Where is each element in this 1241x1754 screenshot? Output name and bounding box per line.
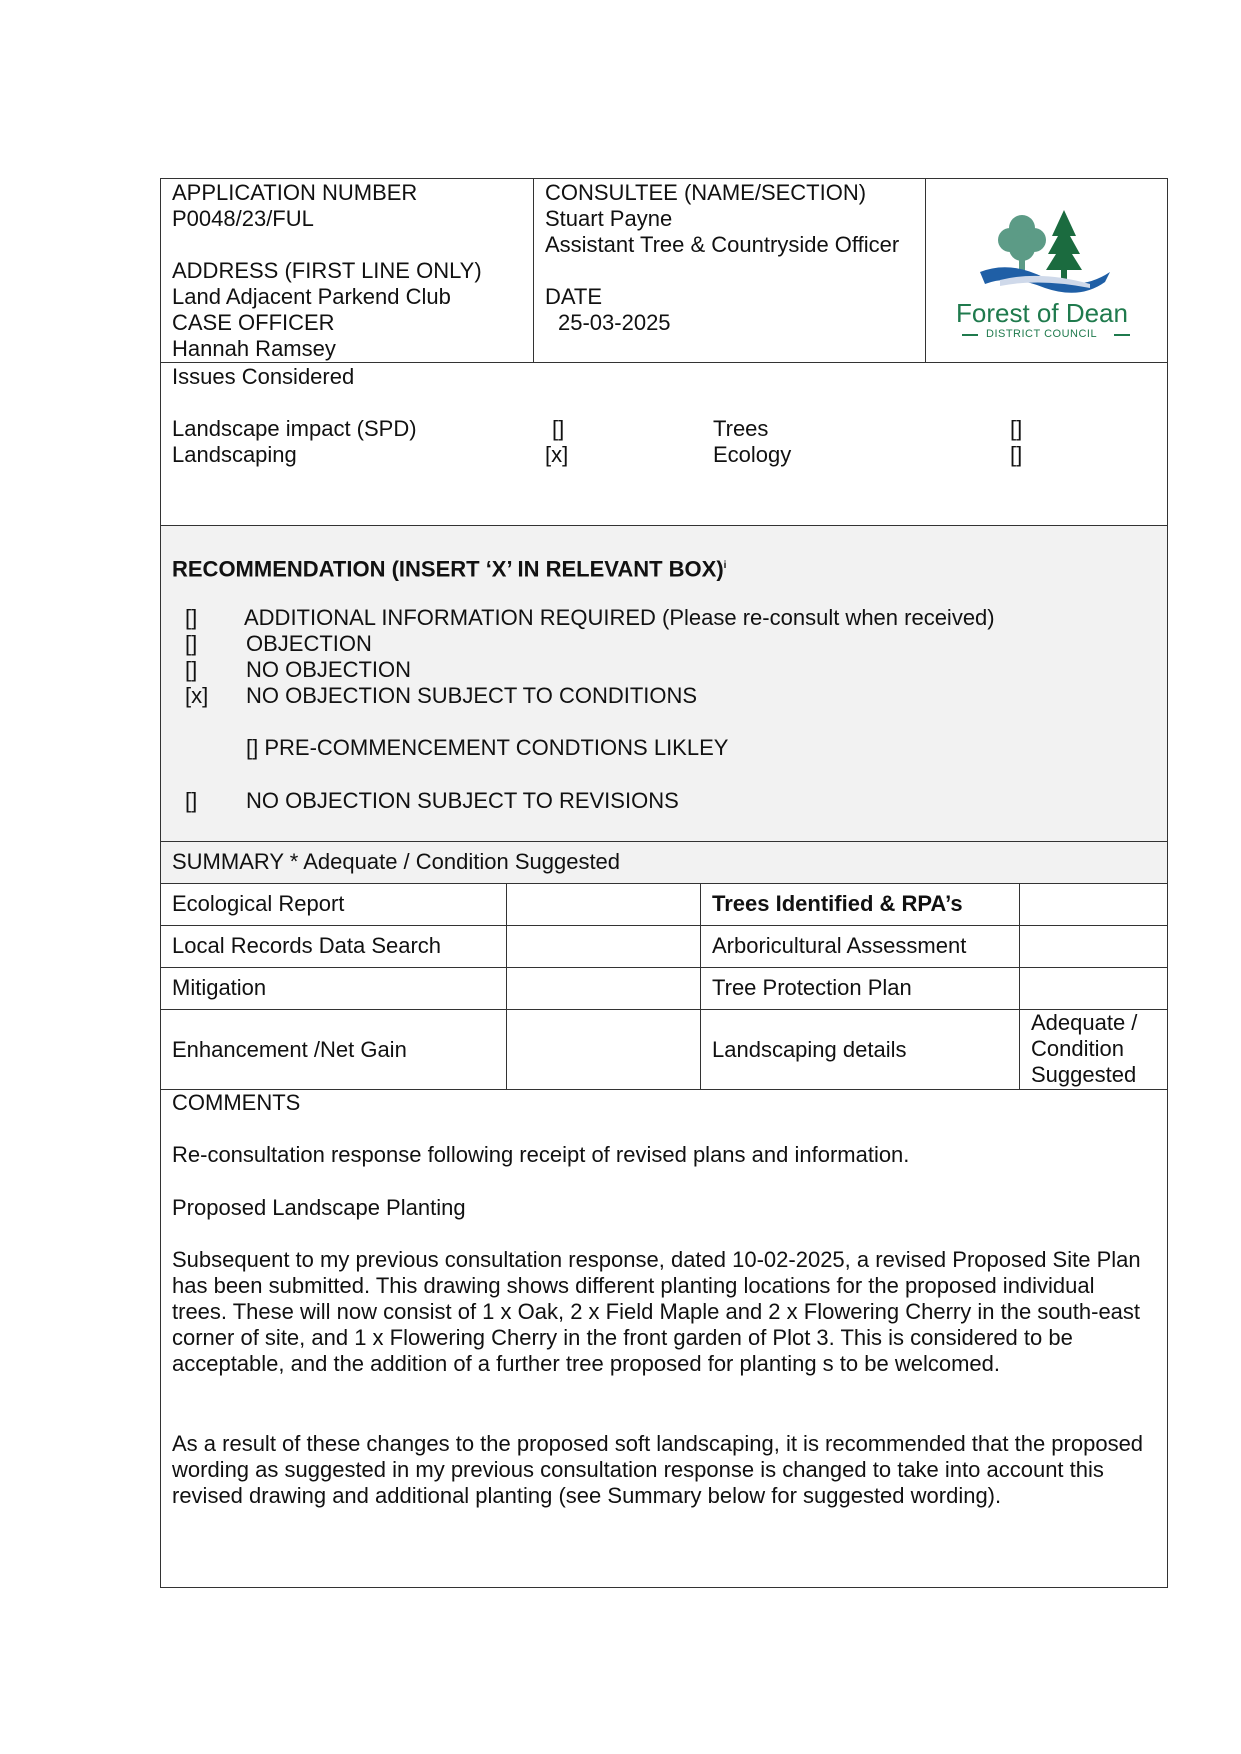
consultee-name: Stuart Payne — [545, 206, 673, 231]
option-pre-commencement[interactable]: [] PRE-COMMENCEMENT CONDTIONS LIKLEY — [246, 735, 729, 760]
header-divider-1 — [533, 178, 534, 362]
option-no-objection-checkbox[interactable]: [] — [185, 657, 198, 682]
summary-col-divider-2 — [700, 883, 701, 1089]
option-revisions-label: NO OBJECTION SUBJECT TO REVISIONS — [246, 788, 679, 813]
consultee-role: Assistant Tree & Countryside Officer — [545, 232, 900, 257]
table-border-top — [160, 178, 1168, 179]
issue-trees-checkbox[interactable]: [] — [1010, 416, 1023, 441]
case-officer-label: CASE OFFICER — [172, 310, 335, 335]
summary-row-rule-3 — [160, 1009, 1168, 1010]
summary-local-records: Local Records Data Search — [172, 933, 442, 958]
issue-landscaping-checkbox[interactable]: [x] — [545, 442, 569, 467]
summary-col-divider-1 — [506, 883, 507, 1089]
date-label: DATE — [545, 284, 603, 309]
recommendation-title-text: RECOMMENDATION (INSERT ‘X’ IN RELEVANT BOX) — [172, 556, 724, 582]
case-officer: Hannah Ramsey — [172, 336, 336, 361]
comments-paragraph-3: As a result of these changes to the proposed soft landscaping, it is recommended that the proposed wording as suggested in my previous consultation response is changed to take into account this revised drawing and additional planting (see Summary below for suggested wording). — [172, 1431, 1144, 1508]
issue-landscape-impact-checkbox[interactable]: [] — [552, 416, 565, 441]
header-divider-2 — [925, 178, 926, 362]
summary-trees-identified: Trees Identified & RPA’s — [712, 891, 963, 916]
logo-wordmark: Forest of Dean — [956, 298, 1128, 328]
comments-paragraph-1: Re-consultation response following receipt of revised plans and information. — [172, 1142, 910, 1167]
option-objection-label: OBJECTION — [246, 631, 372, 656]
issue-ecology-label: Ecology — [713, 442, 792, 467]
logo-subtitle: DISTRICT COUNCIL — [986, 328, 1098, 340]
header-bottom-rule — [160, 362, 1168, 363]
summary-landscaping-details: Landscaping details — [712, 1037, 907, 1062]
summary-row-rule-2 — [160, 967, 1168, 968]
consultee-label: CONSULTEE (NAME/SECTION) — [545, 180, 867, 205]
recommendation-title — [172, 553, 726, 582]
comments-paragraph-2: Subsequent to my previous consultation response, dated 10-02-2025, a revised Proposed Site Plan has been submitted. This drawing shows different planting locations for the proposed individual trees. These will now consist of 1 x Oak, 2 x Field Maple and 2 x Flowering Cherry in the south-east corner of site, and 1 x Flowering Cherry in the front garden of Plot 3. This is considered to be acceptable, and the addition of a further tree proposed for planting s to be welcomed. — [172, 1247, 1141, 1376]
summary-landscaping-value: Adequate / Condition Suggested — [1031, 1010, 1138, 1087]
issues-bottom-rule — [160, 525, 1168, 526]
address: Land Adjacent Parkend Club — [172, 284, 451, 309]
summary-col-divider-3 — [1019, 883, 1020, 1089]
address-label: ADDRESS (FIRST LINE ONLY) — [172, 258, 482, 283]
application-number: P0048/23/FUL — [172, 206, 314, 231]
summary-enhancement: Enhancement /Net Gain — [172, 1037, 407, 1062]
summary-tree-protection-plan: Tree Protection Plan — [712, 975, 912, 1000]
comments-subheading: Proposed Landscape Planting — [172, 1195, 466, 1220]
logo-rule-left — [962, 334, 978, 336]
issue-trees-label: Trees — [713, 416, 769, 441]
issue-landscaping-label: Landscaping — [172, 442, 297, 467]
summary-row-rule-1 — [160, 925, 1168, 926]
option-additional-info-checkbox[interactable]: [] — [185, 605, 198, 630]
recommendation-bottom-rule — [160, 841, 1168, 842]
summary-title: SUMMARY * Adequate / Condition Suggested — [172, 849, 621, 874]
summary-bottom-rule — [160, 1089, 1168, 1090]
summary-arboricultural-assessment: Arboricultural Assessment — [712, 933, 967, 958]
date-value: 25-03-2025 — [558, 310, 671, 335]
application-number-label: APPLICATION NUMBER — [172, 180, 418, 205]
option-additional-info-label: ADDITIONAL INFORMATION REQUIRED (Please re-consult when received) — [244, 605, 995, 630]
comments-title: COMMENTS — [172, 1090, 301, 1115]
logo-rule-right — [1114, 334, 1130, 336]
option-conditions-checkbox[interactable]: [x] — [185, 683, 209, 708]
table-border-bottom — [160, 1587, 1168, 1588]
issues-title: Issues Considered — [172, 364, 355, 389]
option-revisions-checkbox[interactable]: [] — [185, 788, 198, 813]
council-logo — [940, 200, 1150, 350]
issue-ecology-checkbox[interactable]: [] — [1010, 442, 1023, 467]
option-no-objection-label: NO OBJECTION — [246, 657, 412, 682]
summary-mitigation: Mitigation — [172, 975, 267, 1000]
summary-ecological-report: Ecological Report — [172, 891, 345, 916]
tree-logo-icon — [940, 200, 1150, 300]
option-objection-checkbox[interactable]: [] — [185, 631, 198, 656]
summary-title-rule — [160, 883, 1168, 884]
issue-landscape-impact-label: Landscape impact (SPD) — [172, 416, 417, 441]
footnote-marker: i — [723, 560, 727, 571]
option-conditions-label: NO OBJECTION SUBJECT TO CONDITIONS — [246, 683, 698, 708]
